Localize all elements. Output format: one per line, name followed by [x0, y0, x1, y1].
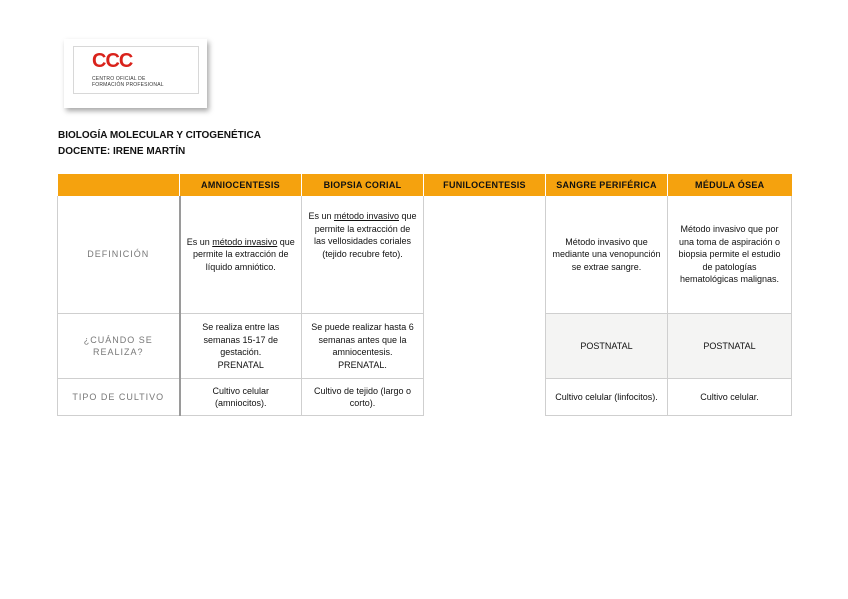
prenatal-tag: PRENATAL [217, 359, 264, 370]
logo-line-2: FORMACIÓN PROFESIONAL [92, 82, 164, 88]
cell-text: Es un [186, 236, 213, 247]
subject-title: BIOLOGÍA MOLECULAR Y CITOGENÉTICA [58, 130, 261, 141]
cell-amnio-cultivo: Cultivo celular (amniocitos). [180, 379, 302, 416]
header-sangre-periferica: SANGRE PERIFÉRICA [546, 174, 668, 196]
cell-text: que permite la extracción de líquido amniótico. [192, 236, 295, 272]
comparison-table [57, 174, 792, 416]
cell-biopsia-cultivo: Cultivo de tejido (largo o corto). [302, 379, 424, 416]
row-label-cuando: ¿CUÁNDO SE REALIZA? [58, 314, 180, 379]
header-funilocentesis: FUNILOCENTESIS [424, 174, 546, 196]
logo [73, 46, 199, 94]
cell-medula-cuando: POSTNATAL [668, 314, 792, 379]
header-medula-osea: MÉDULA ÓSEA [668, 174, 792, 196]
invasive-method-link: método invasivo [333, 211, 400, 221]
prenatal-tag: PRENATAL. [338, 359, 387, 370]
teacher-name: DOCENTE: IRENE MARTÍN [58, 146, 186, 157]
cell-amnio-cuando [180, 314, 302, 379]
cell-biopsia-cuando [302, 314, 424, 379]
cell-medula-definicion: Método invasivo que por una toma de aspiración o biopsia permite el estudio de patologías hematológicas malignas. [668, 196, 792, 314]
row-label-cultivo: TIPO DE CULTIVO [58, 379, 180, 416]
cell-text: Se puede realizar hasta 6 semanas antes que la amniocentesis. [311, 322, 414, 357]
cell-text: Se realiza entre las semanas 15-17 de gestación. [202, 322, 280, 357]
row-label-definicion: DEFINICIÓN [58, 196, 180, 314]
logo-brand: CCC [92, 50, 133, 72]
cell-text: Es un [308, 211, 334, 221]
invasive-method-link: método invasivo [212, 236, 278, 247]
logo-card [64, 39, 207, 108]
cell-biopsia-definicion [302, 196, 424, 314]
cell-sangre-definicion: Método invasivo que mediante una venopunción se extrae sangre. [546, 196, 668, 314]
cell-text: que permite la extracción de las vellosidades coriales (tejido recubre feto). [313, 211, 417, 259]
cell-funilocentesis-empty [424, 196, 546, 416]
cell-amnio-definicion [180, 196, 302, 314]
table-header-row [58, 174, 792, 196]
header-amniocentesis: AMNIOCENTESIS [180, 174, 302, 196]
cell-medula-cultivo: Cultivo celular. [668, 379, 792, 416]
header-biopsia-corial: BIOPSIA CORIAL [302, 174, 424, 196]
logo-line-1: CENTRO OFICIAL DE [92, 76, 146, 82]
table-row-definicion [58, 196, 792, 314]
cell-sangre-cultivo: Cultivo celular (linfocitos). [546, 379, 668, 416]
header-corner [58, 174, 180, 196]
cell-sangre-cuando: POSTNATAL [546, 314, 668, 379]
